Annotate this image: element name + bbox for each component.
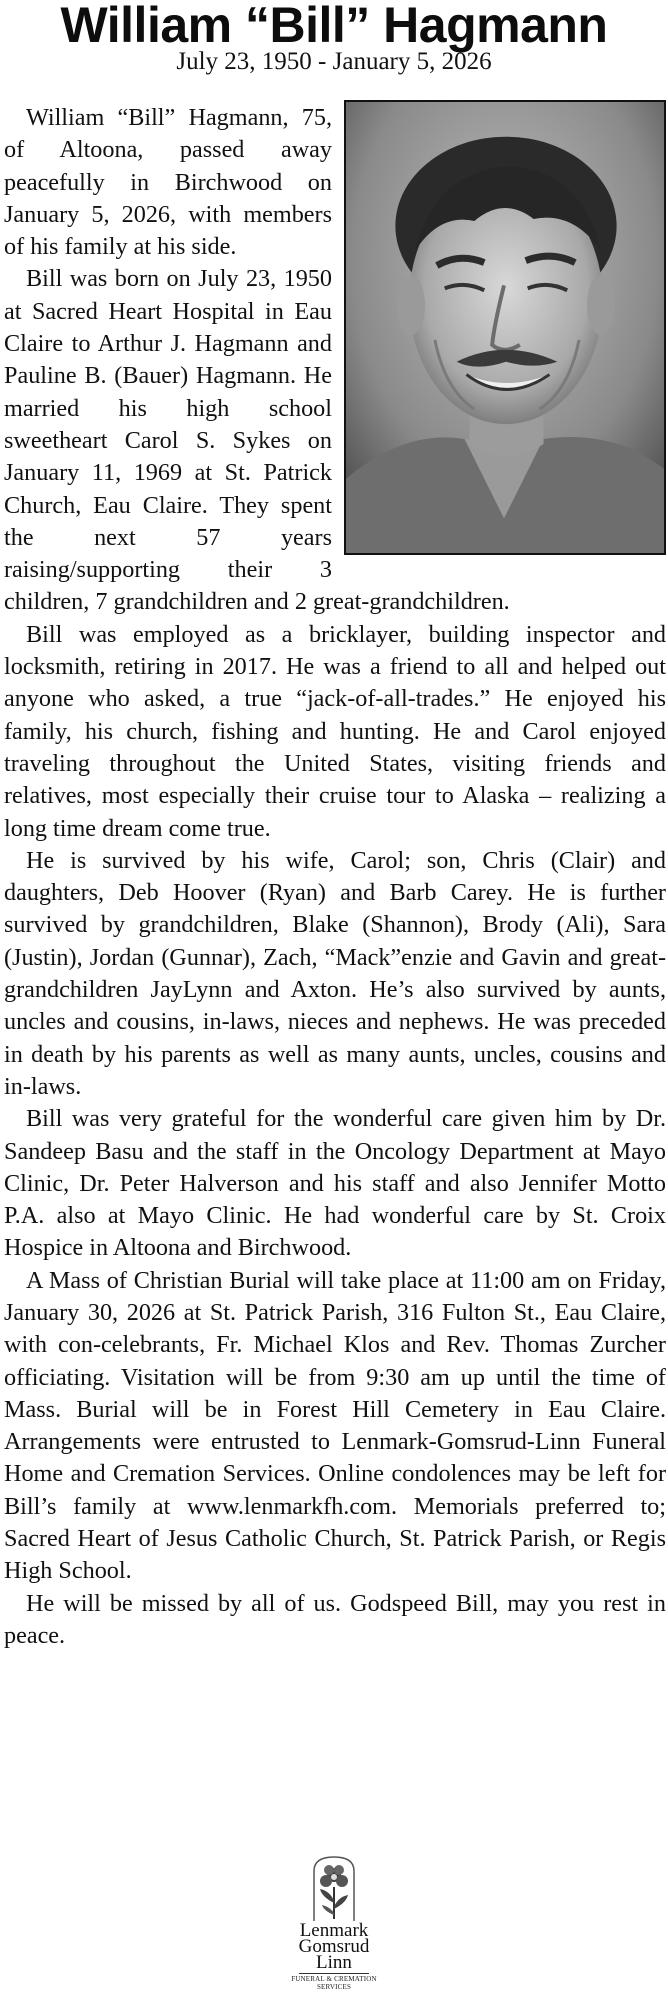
funeral-home-logo <box>284 1853 384 1998</box>
logo-tagline-1: FUNERAL & CREMATION <box>291 1975 377 1983</box>
paragraph-closing: He will be missed by all of us. Godspeed Bill, may you rest in peace. <box>4 1589 666 1649</box>
life-dates: July 23, 1950 - January 5, 2026 <box>176 48 492 75</box>
photo-wrap-spacer <box>332 102 666 557</box>
obituary-body <box>4 102 666 1652</box>
logo-text-lenmark: Lenmark <box>299 1920 369 1941</box>
logo-divider <box>299 1973 369 1974</box>
paragraph-career: Bill was employed as a bricklayer, building inspector and locksmith, retiring in 2017. He was a friend to all and helped out anyone who asked, a true “jack-of-all-trades.” He enjoyed his family, his church, fishing and hunting. He and Carol enjoyed traveling throughout the United States, visiting friends and relatives, most especially their cruise tour to Alaska – realizing a long time dream come true. <box>4 620 666 842</box>
paragraph-survivors: He is survived by his wife, Carol; son, Chris (Clair) and daughters, Deb Hoover (Ryan) and Barb Carey. He is further survived by grandchildren, Blake (Shannon), Brody (Ali), Sara (Justin), Jordan (Gunnar), Zach, “Mack”enzie and Gavin and great-grandchildren JayLynn and Axton. He’s also survived by aunts, uncles and cousins, in-laws, nieces and nephews. He was preceded in death by his parents as well as many aunts, uncles, cousins and in-laws. <box>4 846 666 1100</box>
flower-emblem-icon <box>304 1853 364 1923</box>
logo-text-gomsrud: Gomsrud <box>298 1936 370 1957</box>
paragraph-intro: William “Bill” Hagmann, 75, of Altoona, passed away peacefully in Birchwood on January 5, 2026, with members of his family at his side. <box>4 104 332 261</box>
paragraph-care: Bill was very grateful for the wonderful care given him by Dr. Sandeep Basu and the staff in the Oncology Department at Mayo Clinic, Dr. Peter Halverson and his staff and also Jennifer Motto P.A. also at Mayo Clinic. He had wonderful care by St. Croix Hospice in Altoona and Birchwood. <box>4 1105 666 1262</box>
logo-text-linn: Linn <box>316 1952 352 1973</box>
obituary-name: William “Bill” Hagmann <box>60 0 608 53</box>
paragraph-services: A Mass of Christian Burial will take place at 11:00 am on Friday, January 30, 2026 at St. Patrick Parish, 316 Fulton St., Eau Claire, with con-celebrants, Fr. Michael Klos and Rev. Thomas Zurcher officiating. Visitation will be from 9:30 am up until the time of Mass. Burial will be in Forest Hill Cemetery in Eau Claire. Arrangements were entrusted to Lenmark-Gomsrud-Linn Funeral Home and Cremation Services. Online condolences may be left for Bill’s family at www.lenmarkfh.com. Memorials preferred to; Sacred Heart of Jesus Catholic Church, St. Patrick Parish, or Regis High School. <box>4 1266 666 1585</box>
paragraph-birth: Bill was born on July 23, 1950 at Sacred Heart Hospital in Eau Claire to Arthur J. Hagmann and Pauline B. (Bauer) Hagmann. He married his high school sweetheart Carol S. Sykes on January 11, 1969 at St. Patrick Church, Eau Claire. They spent the next 57 years raising/supporting their 3 children, 7 grandchildren and 2 great-grandchildren. <box>4 265 510 616</box>
logo-tagline-2: SERVICES <box>316 1983 352 1991</box>
